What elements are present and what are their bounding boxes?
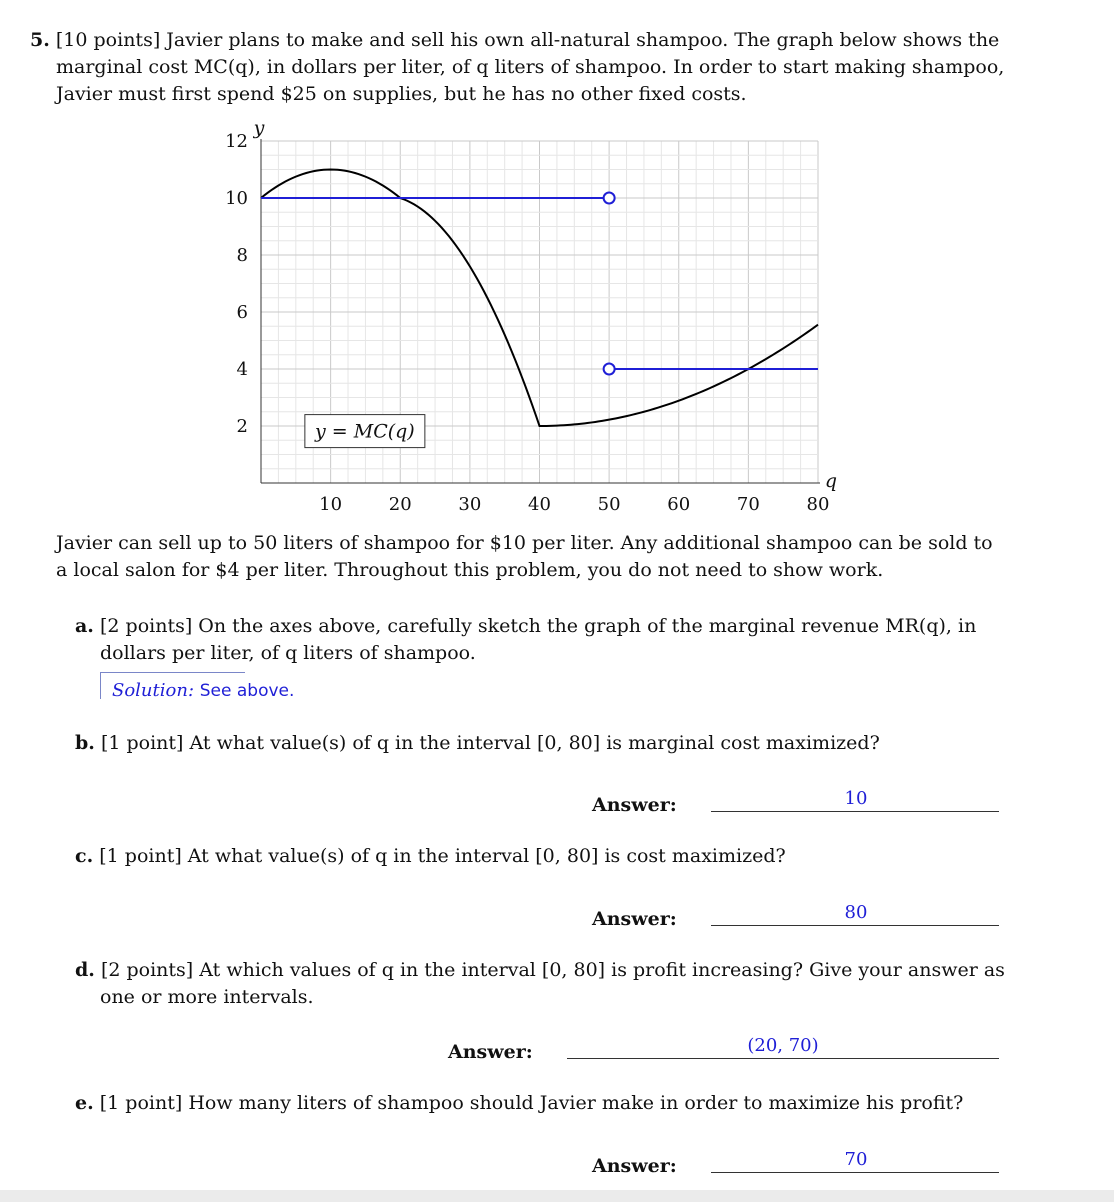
part-c-answer-line xyxy=(711,925,999,926)
part-a-text-2: dollars per liter, of q liters of shampoo. xyxy=(100,642,476,664)
y-axis-label: y xyxy=(253,117,265,139)
y-tick-label: 4 xyxy=(236,359,248,380)
y-tick-label: 8 xyxy=(236,245,248,266)
x-tick-label: 30 xyxy=(458,494,482,515)
y-tick-label: 10 xyxy=(225,188,248,209)
part-a-text-1: On the axes above, carefully sketch the graph of the marginal revenue MR(q), in xyxy=(198,615,977,637)
part-c-answer-label: Answer: xyxy=(592,908,677,930)
marginal-cost-chart xyxy=(0,0,1114,530)
part-c-question xyxy=(75,843,786,870)
page-bottom-edge xyxy=(0,1190,1114,1202)
part-b-letter: b. xyxy=(75,732,95,754)
part-b-answer[interactable]: 10 xyxy=(844,788,868,809)
x-tick-label: 80 xyxy=(806,494,830,515)
after-line-1: Javier can sell up to 50 liters of shampoo for $10 per liter. Any additional shampoo can be sold to xyxy=(56,532,993,554)
x-tick-label: 60 xyxy=(667,494,691,515)
part-d-line-1 xyxy=(75,957,1005,984)
part-b-answer-line xyxy=(711,811,999,812)
y-tick-label: 6 xyxy=(236,302,248,323)
part-e-answer-label: Answer: xyxy=(592,1155,677,1177)
part-e-points: [1 point] xyxy=(99,1092,183,1114)
part-c-points: [1 point] xyxy=(99,845,182,867)
x-axis-label: q xyxy=(824,470,838,492)
x-tick-label: 10 xyxy=(319,494,343,515)
y-tick-label: 12 xyxy=(225,131,248,152)
part-c-text: At what value(s) of q in the interval [0, 80] is cost maximized? xyxy=(187,845,786,867)
intro-line-2: marginal cost MC(q), in dollars per liter, of q liters of shampoo. In order to start making shampoo, xyxy=(56,56,1005,78)
part-d-text-2: one or more intervals. xyxy=(100,986,314,1008)
part-b-answer-label: Answer: xyxy=(592,794,677,816)
part-b-text: At what value(s) of q in the interval [0, 80] is marginal cost maximized? xyxy=(189,732,880,754)
part-e-text: How many liters of shampoo should Javier make in order to maximize his profit? xyxy=(188,1092,964,1114)
y-tick-label: 2 xyxy=(236,416,248,437)
part-a-line-1 xyxy=(75,613,976,640)
part-d-points: [2 points] xyxy=(100,959,194,981)
x-tick-label: 20 xyxy=(388,494,412,515)
intro-line-3: Javier must first spend $25 on supplies, but he has no other fixed costs. xyxy=(56,83,747,105)
solution-line xyxy=(112,677,294,705)
solution-text: See above. xyxy=(199,681,295,701)
part-c-answer[interactable]: 80 xyxy=(844,902,868,923)
problem-number: 5. xyxy=(30,29,50,51)
part-d-text-1: At which values of q in the interval [0, 80] is profit increasing? Give your answer as xyxy=(199,959,1005,981)
part-d-letter: d. xyxy=(75,959,95,981)
mr-open-endpoint xyxy=(604,193,615,204)
problem-points: [10 points] xyxy=(55,29,161,51)
part-a-points: [2 points] xyxy=(99,615,193,637)
x-tick-label: 70 xyxy=(736,494,760,515)
part-e-question xyxy=(75,1090,963,1117)
part-b-points: [1 point] xyxy=(100,732,184,754)
part-a-letter: a. xyxy=(75,615,94,637)
after-line-2: a local salon for $4 per liter. Throughout this problem, you do not need to show work. xyxy=(56,559,884,581)
curve-label-text: y = MC(q) xyxy=(315,420,415,443)
part-d-answer-line xyxy=(567,1058,999,1059)
part-e-answer-line xyxy=(711,1172,999,1173)
x-tick-label: 40 xyxy=(528,494,551,515)
solution-label: Solution: xyxy=(112,680,195,701)
part-e-letter: e. xyxy=(75,1092,94,1114)
part-c-letter: c. xyxy=(75,845,94,867)
x-tick-label: 50 xyxy=(597,494,621,515)
part-e-answer[interactable]: 70 xyxy=(844,1149,868,1170)
intro-line-1: Javier plans to make and sell his own all-natural shampoo. The graph below shows the xyxy=(166,29,1000,51)
mr-open-endpoint xyxy=(604,364,615,375)
part-b-question xyxy=(75,730,880,757)
part-d-answer[interactable]: (20, 70) xyxy=(747,1035,819,1056)
part-d-answer-label: Answer: xyxy=(448,1041,533,1063)
